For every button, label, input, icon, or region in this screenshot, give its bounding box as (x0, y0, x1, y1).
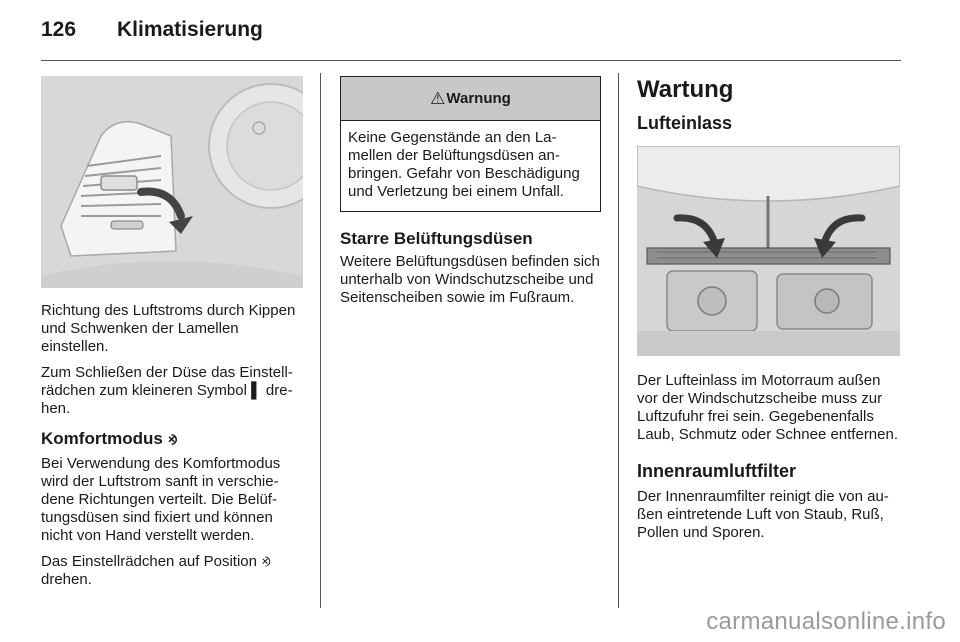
comfort-mode-icon: ⨵ (167, 432, 178, 448)
heading-komfortmodus-text: Komfortmodus (41, 429, 163, 448)
heading-wartung: Wartung (637, 76, 734, 103)
paragraph-lufteinlass: Der Lufteinlass im Motorraum außen vor der Windschutzscheibe muss zur Luftzufuhr frei sein. Gegebenenfalls Laub, Schmutz oder Schnee entfernen. (637, 372, 899, 443)
heading-komfortmodus (41, 428, 303, 451)
header-rule (41, 60, 901, 61)
vent-illustration (41, 76, 303, 288)
paragraph-komfort: Bei Verwendung des Komfortmodus wird der Luftstrom sanft in verschiedene Richtungen verteilt. Die Belüftungsdüsen sind fixiert und können nicht von Hand verstellt werden. (41, 455, 281, 544)
engine-bay-image (637, 146, 900, 356)
warning-icon: ⚠ (430, 88, 446, 108)
column-divider-2 (618, 73, 619, 608)
paragraph-starre: Weitere Belüftungsdüsen befinden sich unterhalb von Windschutzscheibe und Seitenscheiben sowie im Fußraum. (340, 253, 600, 306)
heading-innenraumluftfilter: Innenraumluftfilter (637, 461, 797, 481)
paragraph-innenraum: Der Innenraumfilter reinigt die von außen eintretende Luft von Staub, Ruß, Pollen und Sporen. (637, 488, 889, 541)
paragraph-position-end: drehen. (41, 571, 92, 588)
column-left (41, 76, 303, 597)
paragraph-position-text: Das Einstellrädchen auf Position (41, 553, 257, 570)
warning-text: Keine Gegenstände an den Lamellen der Belüftungsdüsen anbringen. Gefahr von Beschädigung und Verletzung bei einem Unfall. (348, 129, 580, 200)
warning-box (340, 76, 601, 212)
page-number: 126 (41, 18, 77, 41)
warning-title: Warnung (446, 90, 511, 107)
air-vent-image (41, 76, 303, 288)
page-header (41, 18, 921, 48)
comfort-mode-icon-inline: ⨵ (261, 554, 271, 570)
column-right (637, 76, 901, 550)
watermark: carmanualsonline.info (706, 608, 946, 635)
warning-body (341, 121, 600, 211)
heading-lufteinlass: Lufteinlass (637, 113, 733, 133)
warning-header (341, 77, 600, 121)
column-divider-1 (320, 73, 321, 608)
chapter-title: Klimatisierung (117, 18, 263, 41)
heading-starre: Starre Belüftungsdüsen (340, 229, 533, 248)
paragraph-close-vent: Zum Schließen der Düse das Einstellrädchen zum kleineren Symbol ▌ drehen. (41, 364, 293, 417)
engine-bay-illustration (637, 146, 900, 356)
paragraph-position (41, 553, 303, 589)
column-middle (340, 76, 602, 315)
paragraph-direction: Richtung des Luftstroms durch Kippen und Schwenken der Lamellen einstellen. (41, 302, 296, 355)
